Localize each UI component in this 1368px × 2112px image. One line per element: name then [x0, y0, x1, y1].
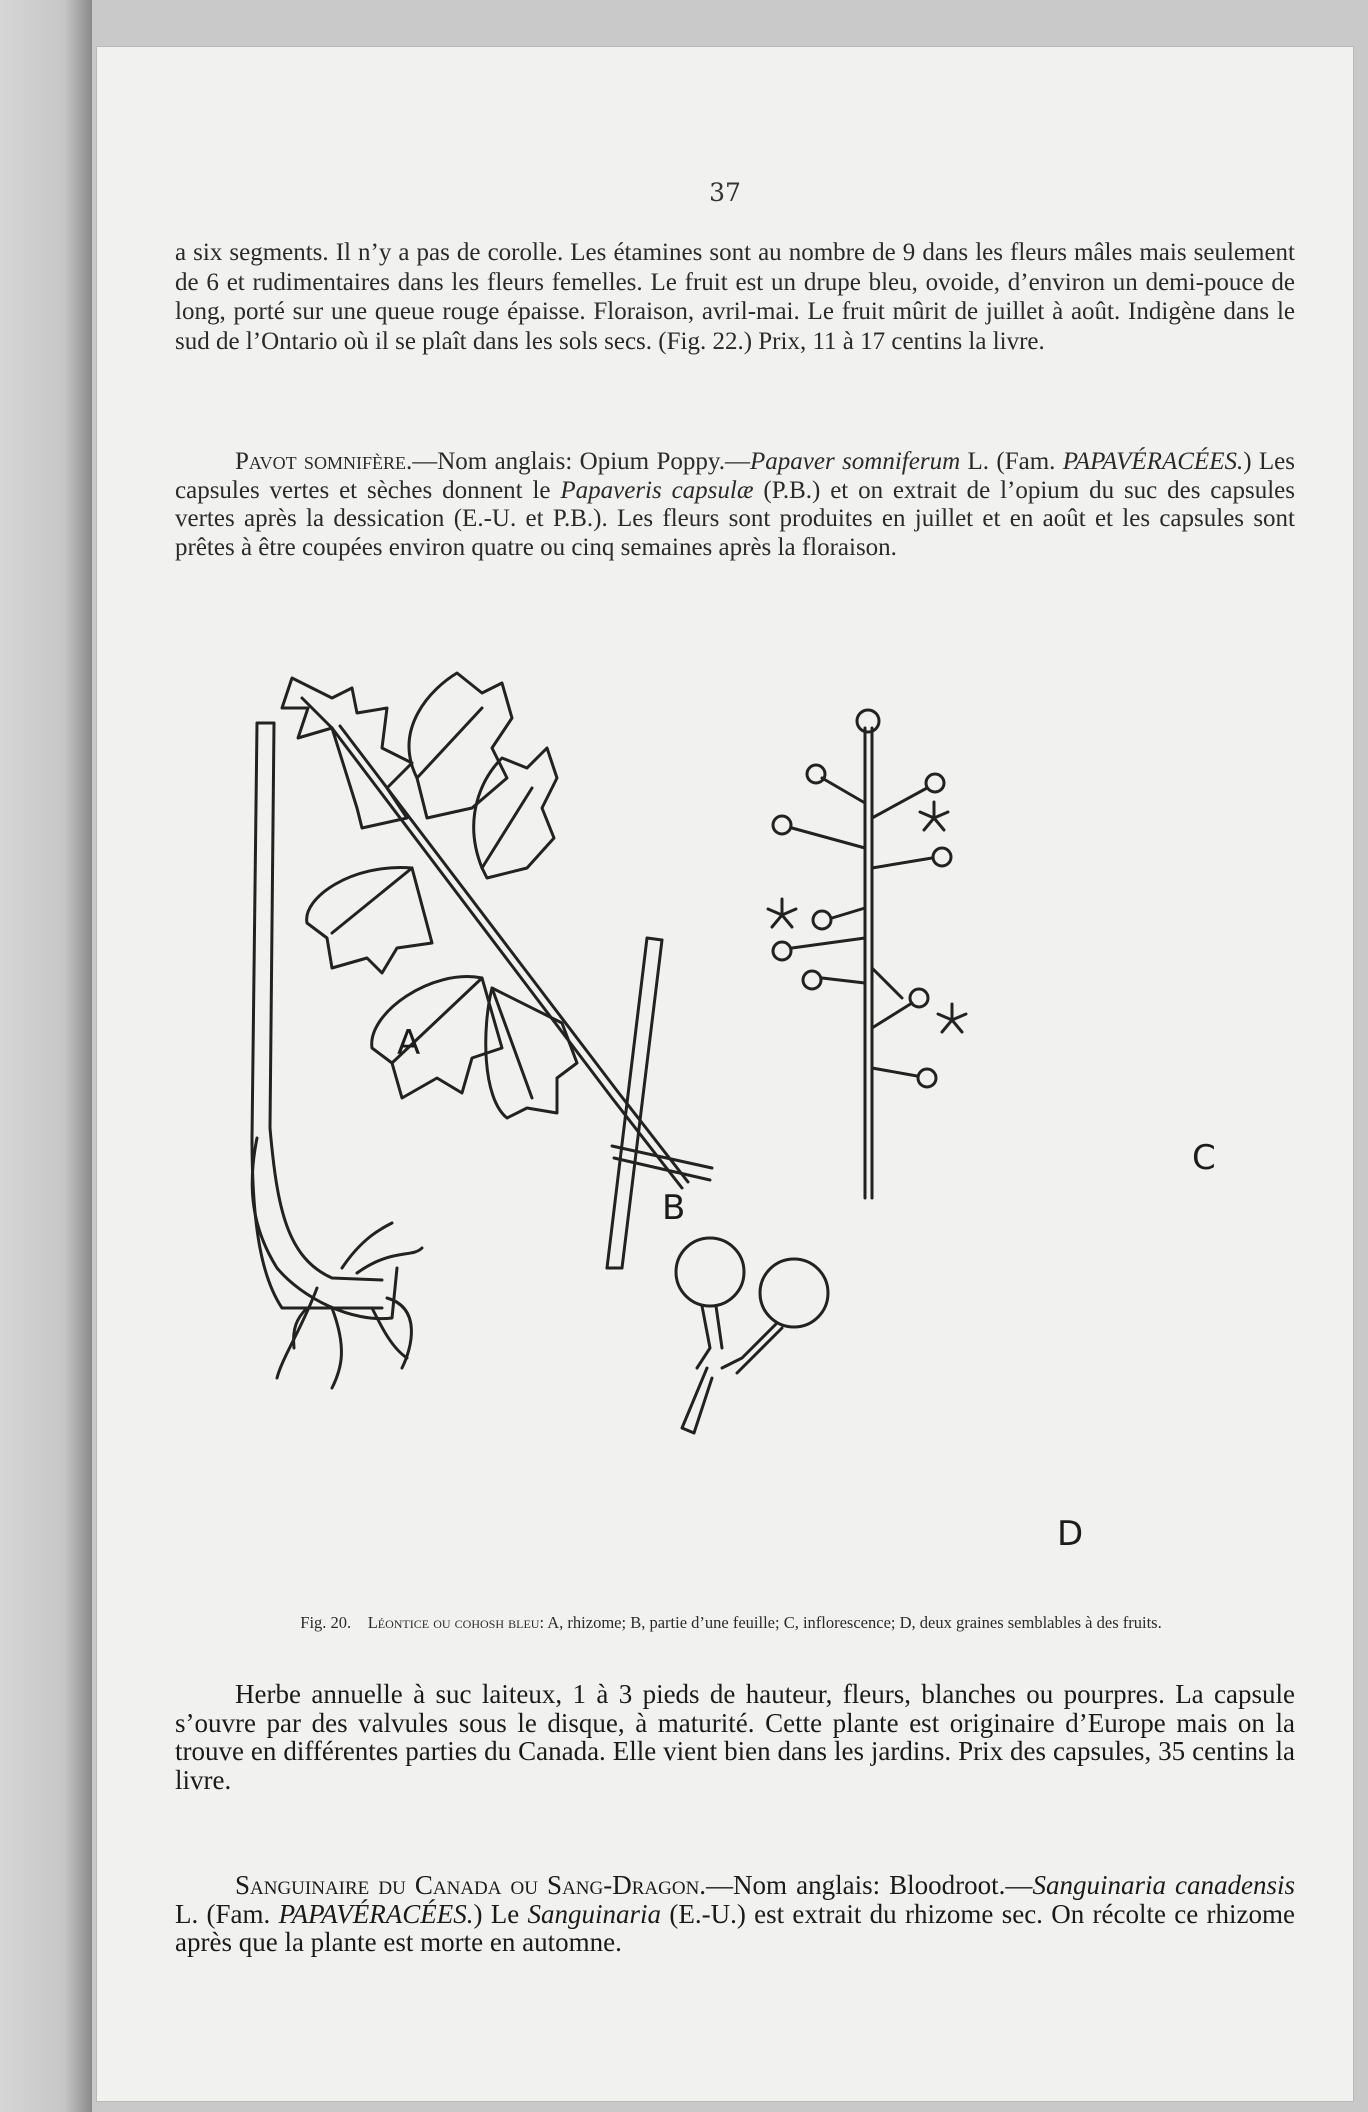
paragraph-pavot-description: Herbe annuelle à suc laiteux, 1 à 3 pieds de hauteur, fleurs, blanches ou pourpres. La capsule s’ouvre par des valvules sous le disque, à maturité. Cette plante est originaire d’Europe mais on la trouve en différentes parties du Canada. Elle vient bien dans les jardins. Prix des capsules, 35 centins la livre. — [175, 1679, 1295, 1795]
family-name: PAPAVÉRACÉES. — [1062, 448, 1244, 475]
figure-caption — [186, 1613, 1276, 1633]
figure-20-illustration — [182, 668, 1282, 1598]
entry-heading-sanguinaire: Sanguinaire du Canada ou Sang-Dragon. — [235, 1870, 707, 1900]
inflorescence-drawing-c — [768, 710, 966, 1198]
page-number: 37 — [709, 178, 741, 207]
family-name: PAPAVÉRACÉES. — [278, 1898, 474, 1929]
text-run: —Nom anglais: Bloodroot.— — [706, 1870, 1033, 1900]
text-run: L. (Fam. — [960, 448, 1063, 475]
text-run: (P.B.) et on extrait de l’opium du suc des capsules vertes après la dessication (E.-U. et P.B.). Les fleurs sont produites en juillet et en août et les capsules sont prêtes à être coupées environ quatre ou cinq semaines après la floraison. — [175, 476, 1295, 561]
drug-name: Sanguinaria — [527, 1898, 662, 1929]
caption-plant-name: Léontice ou cohosh bleu — [367, 1613, 540, 1632]
scan-left-margin — [0, 0, 92, 2112]
seeds-drawing-d — [676, 1238, 828, 1433]
botanical-drawing — [182, 668, 1282, 1598]
text-run: ) Les capsules vertes et sèches donnent le — [175, 448, 1295, 504]
text-run: (E.-U.) est extrait du rhizome sec. On récolte ce rhizome après que la plante est morte en automne. — [175, 1898, 1295, 1958]
text-run: ) Le — [473, 1898, 528, 1929]
scientific-name: Papaver somniferum — [750, 448, 961, 475]
drug-name: Papaveris capsulæ — [560, 476, 754, 504]
caption-fig-number: Fig. 20. — [300, 1613, 352, 1632]
scientific-name: Sanguinaria canadensis — [1032, 1870, 1296, 1900]
label-a: A — [397, 1023, 421, 1063]
label-d: D — [1057, 1514, 1084, 1554]
leaf-drawing-b — [282, 673, 712, 1268]
paragraph-sanguinaire — [175, 1871, 1295, 1957]
entry-heading-pavot: Pavot somnifère. — [235, 448, 413, 475]
book-page — [96, 46, 1354, 2102]
caption-text: : A, rhizome; B, partie d’une feuille; C, inflorescence; D, deux graines semblables à des fruits. — [539, 1613, 1162, 1632]
paragraph-pavot — [175, 448, 1295, 562]
text-run: —Nom anglais: Opium Poppy.— — [412, 448, 751, 475]
label-c: C — [1192, 1138, 1216, 1178]
text-run: L. (Fam. — [175, 1898, 279, 1929]
paragraph-cohosh-description: a six segments. Il n’y a pas de corolle. Les étamines sont au nombre de 9 dans les fleurs mâles mais seulement de 6 et rudimentaires dans les fleurs femelles. Le fruit est un drupe bleu, ovoide, d’environ un demi-pouce de long, porté sur une queue rouge épaisse. Floraison, avril-mai. Le fruit mûrit de juillet à août. Indigène dans le sud de l’Ontario où il se plaît dans les sols secs. (Fig. 22.) Prix, 11 à 17 centins la livre. — [175, 239, 1295, 356]
label-b: B — [662, 1188, 686, 1228]
